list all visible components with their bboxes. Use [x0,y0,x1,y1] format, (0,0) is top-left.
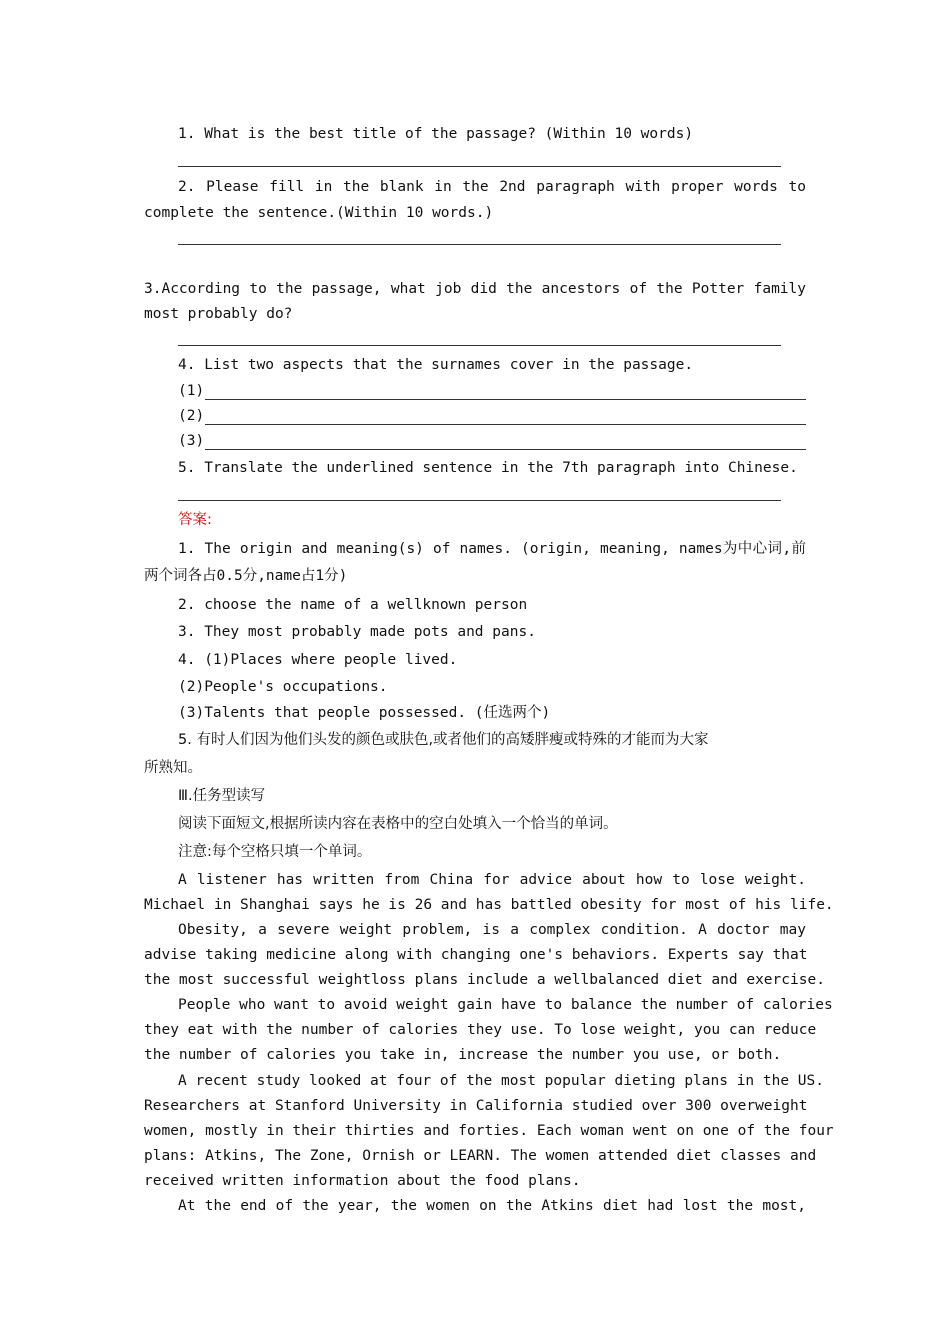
passage-p5-line-1: At the end of the year, the women on the Atkins diet had lost the most, [178,1198,806,1214]
passage-p4-line-3: women, mostly in their thirties and forties. Each woman went on one of the four [144,1123,834,1139]
passage-p3-line-2: they eat with the number of calories they use. To lose weight, you can reduce [144,1022,817,1038]
answer-4-part-2: (2)People's occupations. [178,679,388,695]
question-4: 4. List two aspects that the surnames cover in the passage. [178,357,694,373]
answer-5-line-1: 5. 有时人们因为他们头发的颜色或肤色,或者他们的高矮胖瘦或特殊的才能而为大家 [178,732,709,748]
passage-p2-line-2: advise taking medicine along with changing one's behaviors. Experts say that [144,947,808,963]
question-3-line-1: 3.According to the passage, what job did the ancestors of the Potter family [144,281,806,297]
passage-p2-line-3: the most successful weightloss plans include a wellbalanced diet and exercise. [144,972,825,988]
answer-line-3[interactable] [178,345,781,346]
answer-1-line-2: 两个词各占0.5分,name占1分) [144,568,348,584]
passage-p4-line-4: plans: Atkins, The Zone, Ornish or LEARN. The women attended diet classes and [144,1148,817,1164]
section-3-instruction: 阅读下面短文,根据所读内容在表格中的空白处填入一个恰当的单词。 [178,816,618,832]
passage-p2-line-1: Obesity, a severe weight problem, is a complex condition. A doctor may [178,922,806,938]
passage-p3-line-1: People who want to avoid weight gain have to balance the number of calories [178,997,833,1013]
answer-line-1[interactable] [178,166,781,167]
question-3-line-2: most probably do? [144,306,293,322]
answers-heading: 答案: [178,512,212,528]
blank-label: (2) [178,408,205,424]
answer-4-part-1: 4. (1)Places where people lived. [178,652,458,668]
answer-2: 2. choose the name of a wellknown person [178,597,528,613]
blank-underline [205,437,806,450]
blank-label: (3) [178,433,205,449]
blank-underline [205,387,806,400]
passage-p4-line-1: A recent study looked at four of the most popular dieting plans in the US. [178,1073,825,1089]
answer-line-2[interactable] [178,244,781,245]
answer-1-line-1: 1. The origin and meaning(s) of names. (origin, meaning, names为中心词,前 [178,541,806,557]
blank-label: (1) [178,383,205,399]
blank-underline [205,412,806,425]
section-3-title: Ⅲ.任务型读写 [178,788,266,804]
answer-blank-4-2[interactable] [178,407,806,425]
question-5: 5. Translate the underlined sentence in the 7th paragraph into Chinese. [178,460,798,476]
question-1: 1. What is the best title of the passage? (Within 10 words) [178,126,694,142]
answer-line-5[interactable] [178,500,781,501]
answer-blank-4-3[interactable] [178,432,806,450]
passage-p1-line-1: A listener has written from China for advice about how to lose weight. [178,872,806,888]
answer-blank-4-1[interactable] [178,382,806,400]
answer-4-part-3: (3)Talents that people possessed. (任选两个) [178,705,551,721]
section-3-note: 注意:每个空格只填一个单词。 [178,844,372,860]
answer-5-line-2: 所熟知。 [144,760,202,776]
answer-3: 3. They most probably made pots and pans. [178,624,536,640]
question-2-line-1: 2. Please fill in the blank in the 2nd paragraph with proper words to [178,179,806,195]
passage-p4-line-2: Researchers at Stanford University in California studied over 300 overweight [144,1098,808,1114]
passage-p1-line-2: Michael in Shanghai says he is 26 and has battled obesity for most of his life. [144,897,834,913]
passage-p4-line-5: received written information about the food plans. [144,1173,581,1189]
question-2-line-2: complete the sentence.(Within 10 words.) [144,205,494,221]
passage-p3-line-3: the number of calories you take in, increase the number you use, or both. [144,1047,782,1063]
